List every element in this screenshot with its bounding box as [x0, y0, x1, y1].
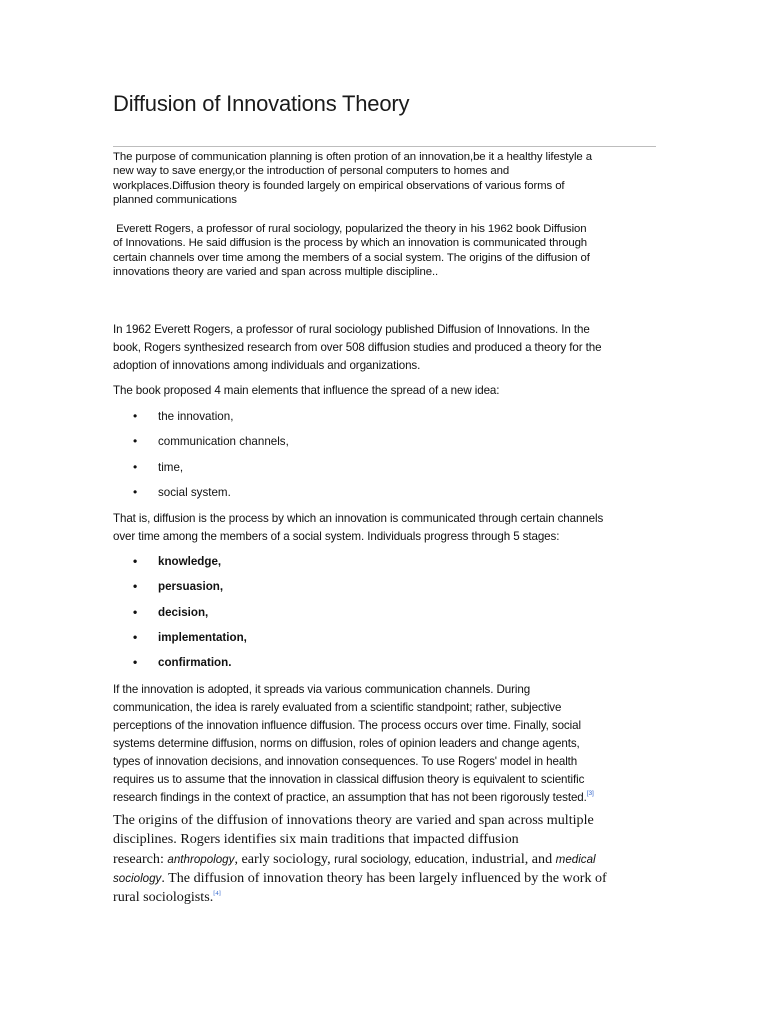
- rogers-paragraph: [113, 222, 590, 279]
- list-item: • time,: [133, 459, 184, 474]
- elements-intro: The book proposed 4 main elements that influence the spread of a new idea:: [113, 384, 500, 397]
- text-line: types of innovation decisions, and innovation consequences. To use Rogers' model in health: [113, 755, 578, 768]
- text-line: systems determine diffusion, norms on diffusion, roles of opinion leaders and change agents,: [113, 737, 580, 750]
- text-line: In 1962 Everett Rogers, a professor of rural sociology published Diffusion of Innovations. In the: [113, 323, 590, 336]
- bullet-icon: •: [133, 655, 138, 670]
- text-line: innovations theory are varied and span across multiple discipline..: [113, 265, 439, 278]
- history-paragraph: [113, 321, 601, 375]
- stages-intro: [113, 510, 603, 546]
- text-line: workplaces.Diffusion theory is founded largely on empirical observations of various forms of: [113, 179, 565, 192]
- text-line: communication, the idea is rarely evaluated from a scientific standpoint; rather, subjective: [113, 701, 562, 714]
- list-item: • persuasion,: [133, 579, 224, 594]
- bullet-icon: •: [133, 434, 138, 449]
- list-item: • implementation,: [133, 629, 247, 644]
- bullet-icon: •: [133, 629, 138, 644]
- text-line: requires us to assume that the innovation in classical diffusion theory is equivalent to scientific: [113, 773, 585, 786]
- bullet-icon: •: [133, 484, 138, 499]
- text-line: over time among the members of a social system. Individuals progress through 5 stages:: [113, 530, 560, 543]
- text-line: Everett Rogers, a professor of rural sociology, popularized the theory in his 1962 book Diffusion: [113, 223, 587, 235]
- text-line: planned communications: [113, 193, 237, 206]
- bullet-icon: •: [133, 459, 138, 474]
- list-item: • social system.: [133, 484, 231, 499]
- list-item: • confirmation.: [133, 655, 232, 670]
- text-line: of Innovations. He said diffusion is the process by which an innovation is communicated through: [113, 237, 588, 250]
- elements-list: [113, 409, 289, 510]
- text-line: certain channels over time among the members of a social system. The origins of the diffusion of: [113, 251, 590, 264]
- adoption-paragraph: [113, 681, 594, 807]
- text-line: rural sociologists.: [113, 889, 214, 906]
- origins-paragraph: The origins of the diffusion of innovations theory are varied and span across multiple disciplines. Rogers identifies six main traditions that impacted diffusion research: anthropology, early sociology, rural sociology, education, industrial, and medical sociology. The diffusion of innovation theory has been largely influenced by the work of rural sociologists.[4]: [113, 812, 607, 906]
- list-item: • the innovation,: [133, 409, 234, 423]
- text-line: new way to save energy,or the introduction of personal computers to homes and: [113, 165, 510, 178]
- text-line: adoption of innovations among individuals and organizations.: [113, 359, 421, 372]
- bullet-icon: •: [133, 554, 138, 568]
- page-title: Diffusion of Innovations Theory: [113, 91, 410, 116]
- intro-paragraph: [113, 150, 592, 207]
- text-line: The purpose of communication planning is often protion of an innovation,be it a healthy lifestyle a: [113, 151, 592, 163]
- text-line: book, Rogers synthesized research from over 508 diffusion studies and produced a theory for the: [113, 341, 602, 354]
- list-item: • knowledge,: [133, 554, 222, 568]
- text-line: The origins of the diffusion of innovations theory are varied and span across multiple: [113, 812, 594, 828]
- stages-list: [113, 554, 247, 680]
- citation-link[interactable]: [3]: [586, 790, 594, 797]
- text-line: If the innovation is adopted, it spreads via various communication channels. During: [113, 683, 531, 696]
- bullet-icon: •: [133, 579, 138, 594]
- bullet-icon: •: [133, 604, 138, 619]
- text-line: disciplines. Rogers identifies six main traditions that impacted diffusion: [113, 831, 519, 848]
- list-item: • communication channels,: [133, 434, 289, 449]
- text-line: research findings in the context of practice, an assumption that has not been rigorously tested.: [113, 791, 587, 804]
- citation-link[interactable]: [4]: [213, 890, 221, 898]
- bullet-icon: •: [133, 409, 138, 423]
- text-line: That is, diffusion is the process by which an innovation is communicated through certain channels: [113, 512, 604, 525]
- list-item: • decision,: [133, 604, 209, 619]
- title-divider: [113, 146, 656, 147]
- text-line: perceptions of the innovation influence diffusion. The process occurs over time. Finally, social: [113, 719, 581, 732]
